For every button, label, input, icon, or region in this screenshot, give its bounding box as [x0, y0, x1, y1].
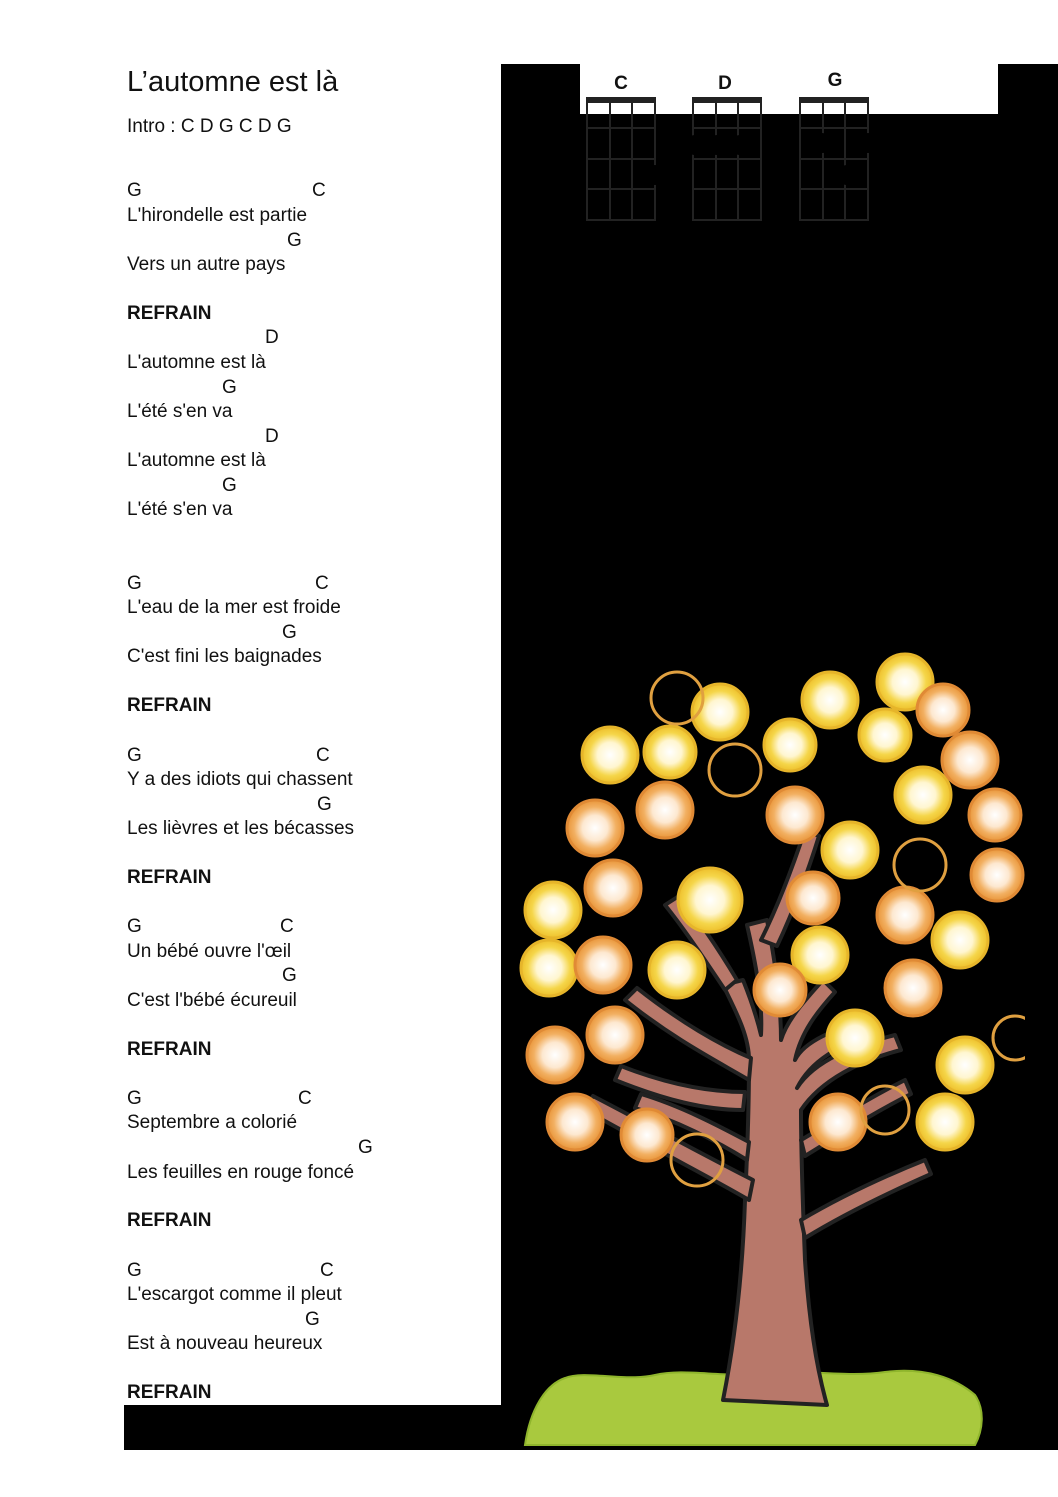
- verse-2-chord-3: G: [282, 622, 297, 643]
- refrain-label: REFRAIN: [127, 1039, 212, 1060]
- verse-3-chord-2: C: [316, 745, 330, 766]
- verse-6-line-2: Est à nouveau heureux: [127, 1333, 323, 1354]
- verse-4-line-2: C'est l'bébé écureuil: [127, 990, 297, 1011]
- verse-6-line-1: L'escargot comme il pleut: [127, 1284, 342, 1305]
- verse-2-chord-1: G: [127, 573, 142, 594]
- song-title: L’automne est là: [127, 66, 339, 98]
- refrain-chord-1: D: [265, 327, 279, 348]
- verse-3-chord-3: G: [317, 794, 332, 815]
- verse-3-chord-1: G: [127, 745, 142, 766]
- verse-5-chord-1: G: [127, 1088, 142, 1109]
- verse-2-chord-2: C: [315, 573, 329, 594]
- refrain-line-3: L'automne est là: [127, 450, 266, 471]
- chord-diagram-c: [585, 96, 661, 224]
- verse-5-line-2: Les feuilles en rouge foncé: [127, 1162, 355, 1183]
- verse-1-line-2: Vers un autre pays: [127, 254, 286, 275]
- refrain-heading: REFRAIN: [127, 303, 212, 324]
- verse-3-line-1: Y a des idiots qui chassent: [127, 769, 353, 790]
- finger-dot: [645, 165, 661, 185]
- refrain-chord-4: G: [222, 475, 237, 496]
- verse-5-chord-2: C: [298, 1088, 312, 1109]
- verse-1-chord-1: G: [127, 180, 142, 201]
- verse-4-chord-1: G: [127, 916, 142, 937]
- verse-1-line-1: L'hirondelle est partie: [127, 205, 308, 226]
- refrain-line-4: L'été s'en va: [127, 499, 233, 520]
- verse-4-chord-2: C: [280, 916, 294, 937]
- chord-name-g: G: [827, 70, 843, 91]
- verse-5-line-1: Septembre a colorié: [127, 1112, 298, 1133]
- autumn-tree-illustration: [505, 640, 1025, 1450]
- verse-3-line-2: Les lièvres et les bécasses: [127, 818, 355, 839]
- verse-4-line-1: Un bébé ouvre l'œil: [127, 941, 292, 962]
- refrain-line-2: L'été s'en va: [127, 401, 233, 422]
- verse-6-chord-2: C: [320, 1260, 334, 1281]
- refrain-label: REFRAIN: [127, 1382, 212, 1403]
- refrain-chord-3: D: [265, 426, 279, 447]
- chord-diagram-g: [798, 96, 874, 224]
- chord-diagram-d: [685, 96, 767, 224]
- verse-1-chord-2: C: [312, 180, 326, 201]
- verse-5-chord-3: G: [358, 1137, 373, 1158]
- verse-2-line-2: C'est fini les baignades: [127, 646, 322, 667]
- verse-4-chord-3: G: [282, 965, 297, 986]
- chord-name-c: C: [614, 73, 628, 94]
- verse-2-line-1: L'eau de la mer est froide: [127, 597, 341, 618]
- intro-chords: Intro : C D G C D G: [127, 116, 292, 137]
- refrain-chord-2: G: [222, 377, 237, 398]
- refrain-label: REFRAIN: [127, 695, 212, 716]
- refrain-label: REFRAIN: [127, 867, 212, 888]
- verse-1-chord-3: G: [287, 230, 302, 251]
- chord-name-d: D: [718, 73, 732, 94]
- verse-6-chord-3: G: [305, 1309, 320, 1330]
- verse-6-chord-1: G: [127, 1260, 142, 1281]
- black-bottom-strip: [124, 1405, 504, 1450]
- refrain-label: REFRAIN: [127, 1210, 212, 1231]
- refrain-line-1: L'automne est là: [127, 352, 266, 373]
